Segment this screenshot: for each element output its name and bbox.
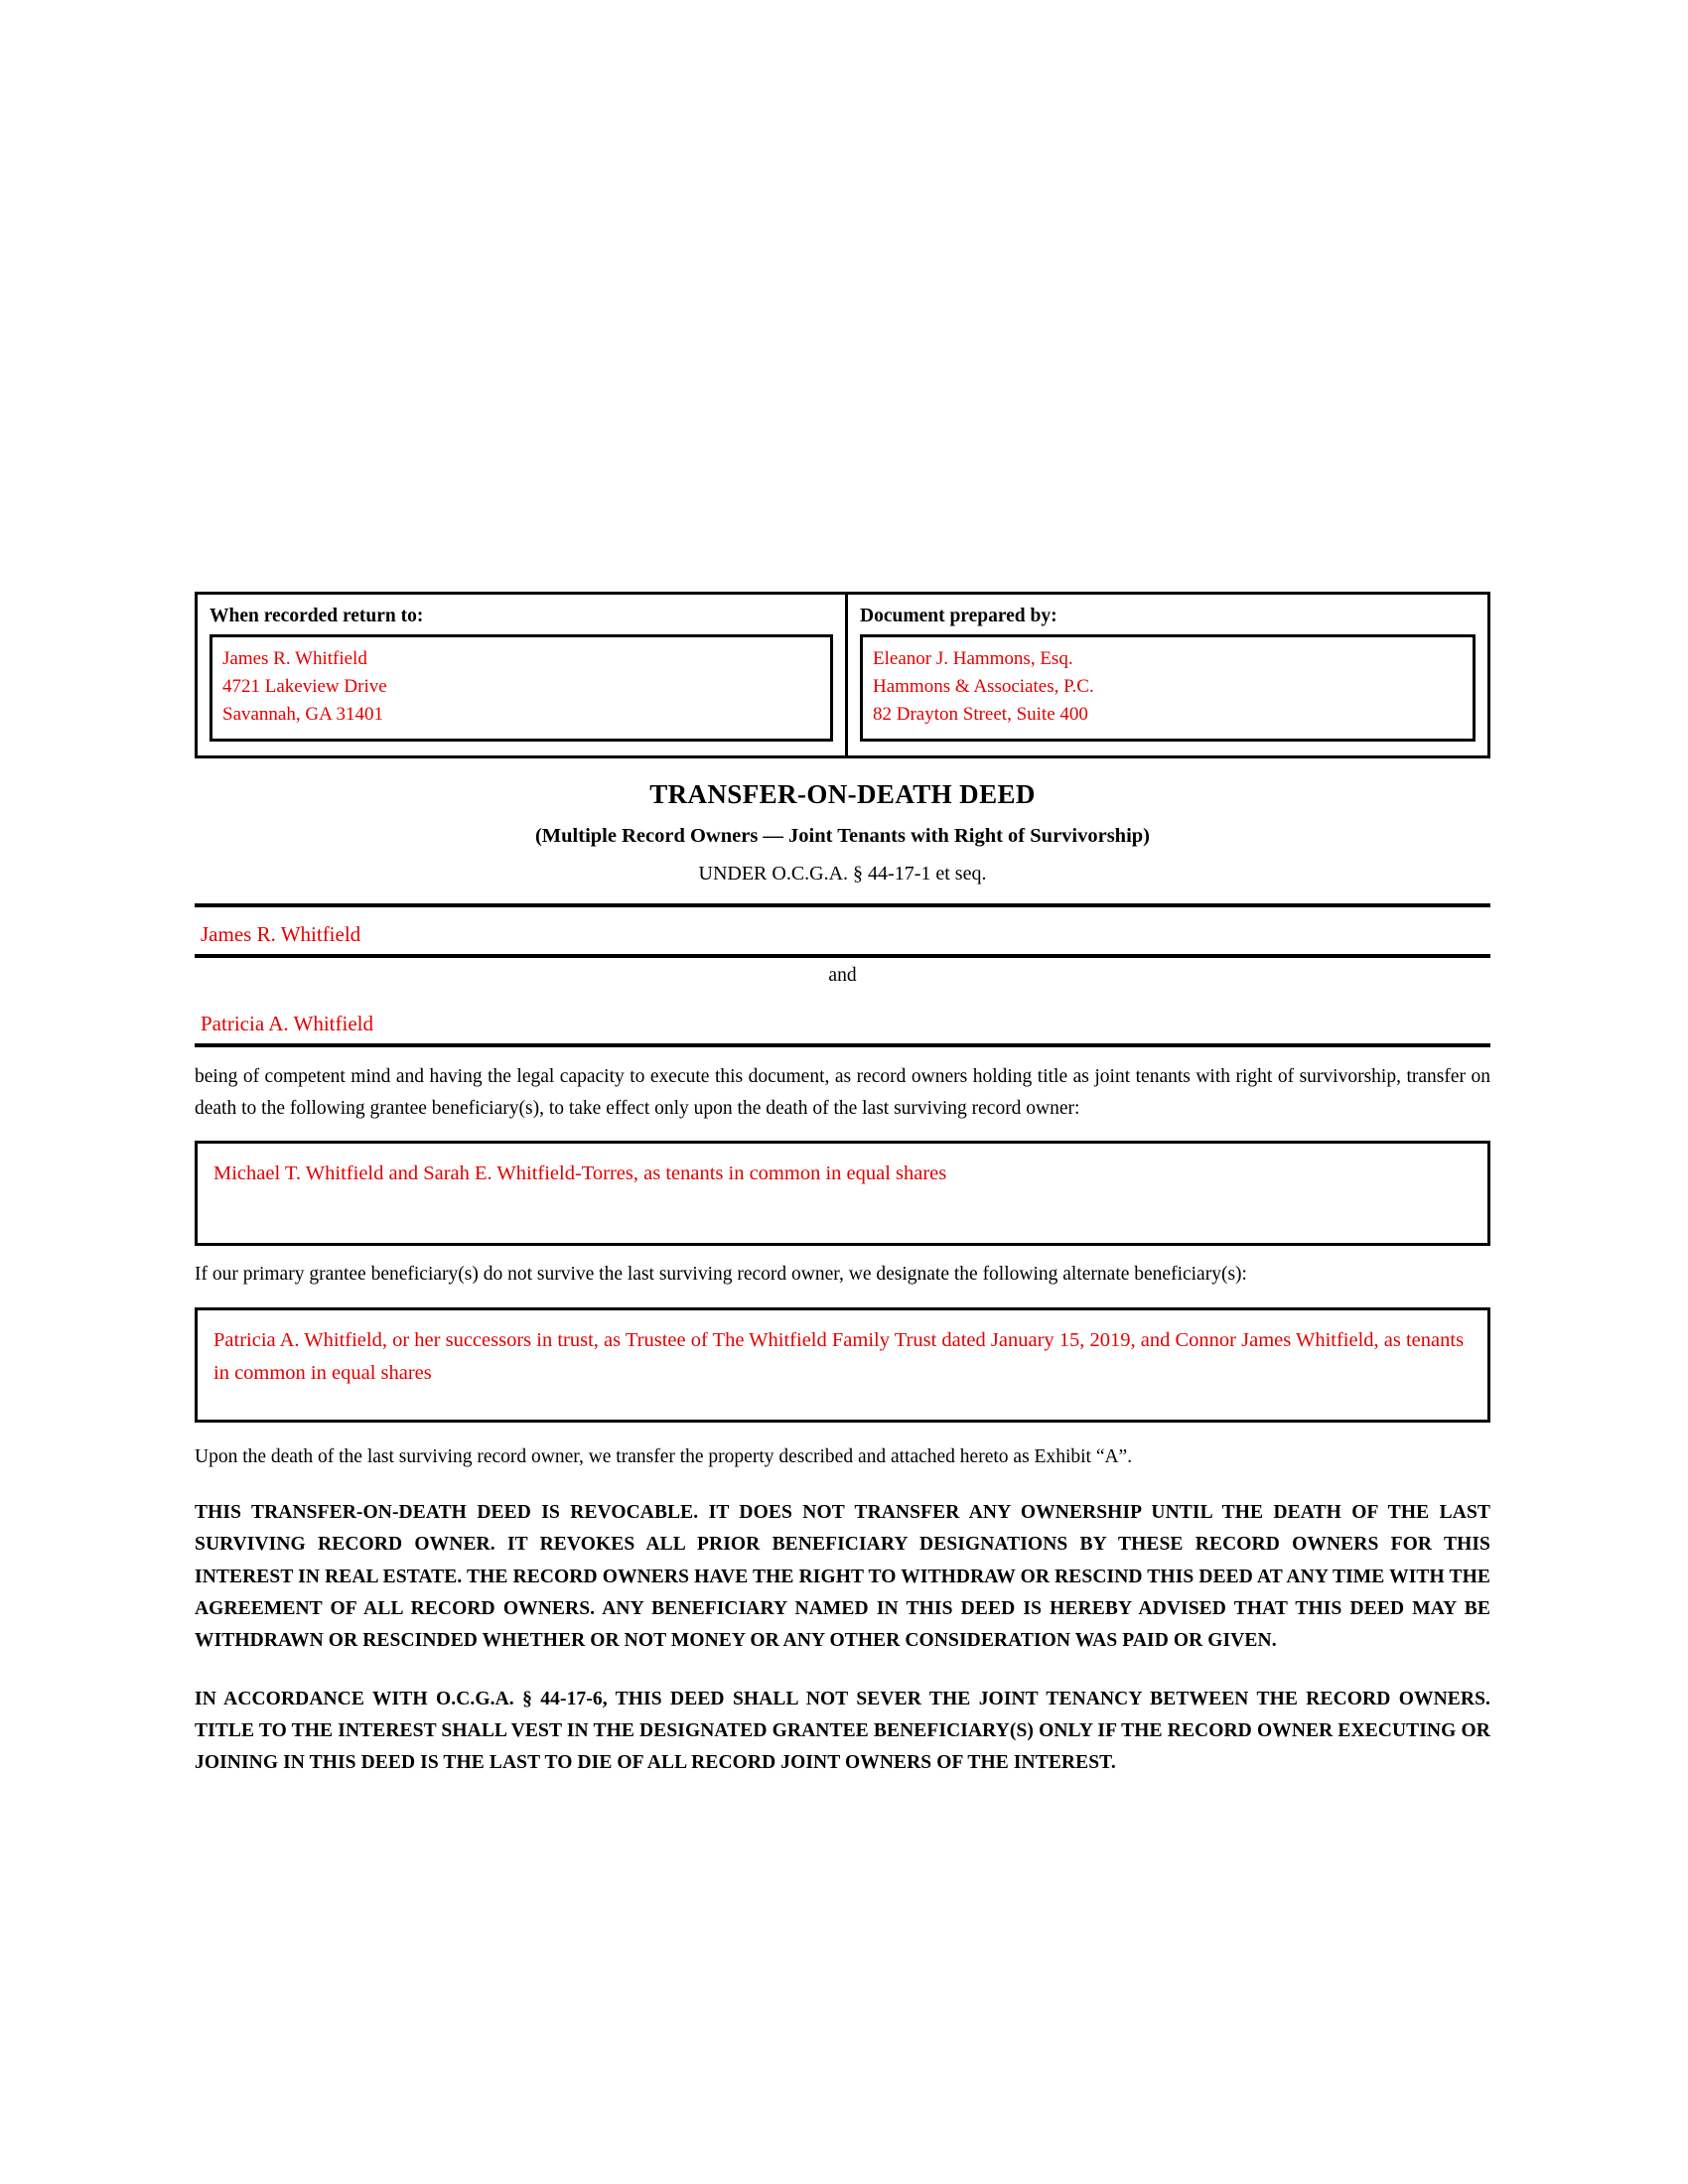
return-to-line-2: 4721 Lakeview Drive [222, 676, 387, 698]
primary-beneficiary-text: Michael T. Whitfield and Sarah E. Whitfield-Torres, as tenants in common in equal shares [213, 1162, 947, 1185]
document-title: TRANSFER-ON-DEATH DEED [649, 779, 1036, 810]
return-to-line-1: James R. Whitfield [222, 648, 367, 670]
owner-1-line[interactable] [195, 907, 1490, 954]
prepared-by-label: Document prepared by: [860, 606, 1057, 626]
statute-reference: UNDER O.C.G.A. § 44-17-1 et seq. [698, 863, 987, 886]
owner-1-name: James R. Whitfield [201, 922, 361, 947]
document-body [195, 592, 1490, 1780]
recording-header-table [195, 592, 1490, 758]
exhibit-note: Upon the death of the last surviving record owner, we transfer the property described and attached hereto as Exhibit “A”. [195, 1445, 1133, 1467]
owner-2-line[interactable] [195, 997, 1490, 1043]
prepared-by-cell [848, 595, 1487, 755]
revocation-notice: THIS TRANSFER-ON-DEATH DEED IS REVOCABLE. IT DOES NOT TRANSFER ANY OWNERSHIP UNTIL THE DEATH OF THE LAST SURVIVING RECORD OWNER. IT REVOKES ALL PRIOR BENEFICIARY DESIGNATIONS BY THESE RECORD OWNERS FOR THIS INTEREST IN REAL ESTATE. THE RECORD OWNERS HAVE THE RIGHT TO WITHDRAW OR RESCIND THIS DEED AT ANY TIME WITH THE AGREEMENT OF ALL RECORD OWNERS. ANY BENEFICIARY NAMED IN THIS DEED IS HEREBY ADVISED THAT THIS DEED MAY BE WITHDRAWN OR RESCINDED WHETHER OR NOT MONEY OR ANY OTHER CONSIDERATION WAS PAID OR GIVEN. [195, 1501, 1490, 1652]
return-to-label: When recorded return to: [210, 606, 424, 626]
owner-2-name: Patricia A. Whitfield [201, 1011, 373, 1035]
prepared-by-line-3: 82 Drayton Street, Suite 400 [873, 704, 1088, 726]
alternate-beneficiary-intro: If our primary grantee beneficiary(s) do not survive the last surviving record owner, we designate the following alternate beneficiary(s): [195, 1264, 1247, 1286]
return-to-cell [198, 595, 848, 755]
primary-beneficiary-box[interactable] [195, 1141, 1490, 1246]
return-to-line-3: Savannah, GA 31401 [222, 704, 384, 726]
return-to-box[interactable] [210, 634, 833, 742]
alternate-beneficiary-text: Patricia A. Whitfield, or her successors in trust, as Trustee of The Whitfield Family Trust dated January 15, 2019, and Connor James Whitfield, as tenants in common in equal shares [213, 1328, 1465, 1384]
prepared-by-line-1: Eleanor J. Hammons, Esq. [873, 648, 1073, 670]
alternate-beneficiary-box[interactable] [195, 1307, 1490, 1423]
owner-2-rule [195, 1043, 1490, 1047]
title-block [195, 778, 1490, 886]
prepared-by-line-2: Hammons & Associates, P.C. [873, 676, 1094, 698]
document-subtitle: (Multiple Record Owners — Joint Tenants with Right of Survivorship) [534, 824, 1151, 847]
prepared-by-box[interactable] [860, 634, 1476, 742]
owner-conjunction: and [828, 965, 857, 987]
intro-paragraph: being of competent mind and having the legal capacity to execute this document, as record owners holding title as joint tenants with right of survivorship, transfer on death to the following grantee beneficiary(s), to take effect only upon the death of the last surviving record owner: [195, 1065, 1490, 1119]
joint-tenancy-notice: IN ACCORDANCE WITH O.C.G.A. § 44-17-6, THIS DEED SHALL NOT SEVER THE JOINT TENANCY BETWEEN THE RECORD OWNERS. TITLE TO THE INTEREST SHALL VEST IN THE DESIGNATED GRANTEE BENEFICIARY(S) ONLY IF THE RECORD OWNER EXECUTING OR JOINING IN THIS DEED IS THE LAST TO DIE OF ALL RECORD JOINT OWNERS OF THE INTEREST. [195, 1688, 1490, 1774]
